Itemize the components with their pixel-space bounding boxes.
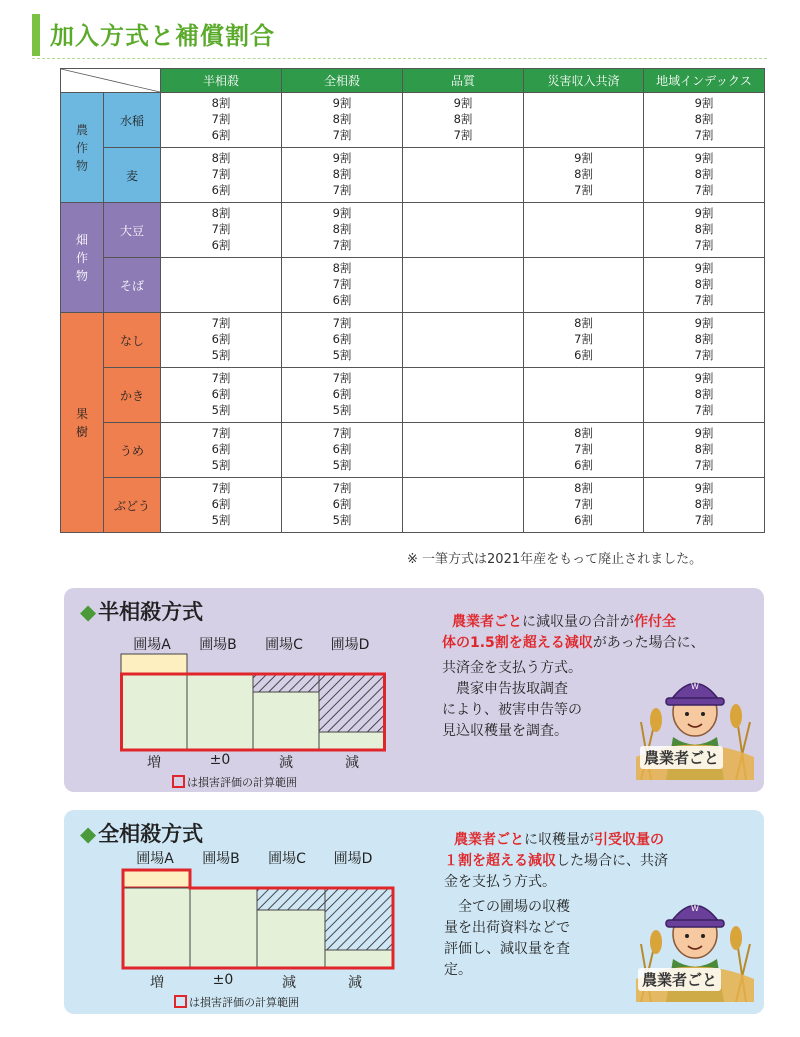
coverage-value: 8割 bbox=[694, 222, 714, 236]
coverage-cell bbox=[161, 313, 282, 368]
coverage-cell bbox=[403, 423, 524, 478]
field-c-bar bbox=[257, 910, 325, 968]
diamond-icon: ◆ bbox=[80, 600, 97, 624]
coverage-cell bbox=[524, 478, 644, 533]
coverage-value: 7割 bbox=[332, 238, 352, 252]
coverage-value: 8割 bbox=[694, 167, 714, 181]
field-a-bar-excess bbox=[123, 870, 190, 888]
coverage-value: 9割 bbox=[694, 261, 714, 275]
coverage-cell bbox=[282, 203, 403, 258]
coverage-cell bbox=[524, 423, 644, 478]
panel-title-text: 半相殺方式 bbox=[98, 600, 204, 624]
desc-text: に減収量の合計が bbox=[522, 614, 634, 630]
coverage-value: 6割 bbox=[332, 332, 352, 346]
title-divider bbox=[32, 58, 767, 59]
coverage-cell bbox=[403, 313, 524, 368]
coverage-value: 5割 bbox=[211, 403, 231, 417]
coverage-cell bbox=[644, 258, 765, 313]
desc-emphasis: 農業者ごと bbox=[454, 832, 524, 848]
outcome-label: 増 bbox=[147, 755, 161, 771]
coverage-cell bbox=[524, 148, 644, 203]
crop-group-label: 農 作 物 bbox=[61, 93, 104, 203]
coverage-value: 8割 bbox=[211, 206, 231, 220]
field-a-bar bbox=[121, 674, 187, 750]
table-row bbox=[61, 313, 765, 368]
coverage-value: 7割 bbox=[332, 371, 352, 385]
table-row bbox=[61, 478, 765, 533]
coverage-value: 8割 bbox=[211, 151, 231, 165]
column-header: 災害収入共済 bbox=[524, 69, 644, 93]
coverage-value: 9割 bbox=[574, 151, 593, 165]
coverage-value: 7割 bbox=[211, 112, 231, 126]
field-label: 圃場D bbox=[333, 851, 373, 867]
coverage-value: 7割 bbox=[332, 183, 352, 197]
coverage-value: 7割 bbox=[211, 426, 231, 440]
desc-text: 共済金を支払う方式。 bbox=[442, 660, 582, 676]
coverage-cell bbox=[644, 423, 765, 478]
field-label: 圃場B bbox=[199, 637, 237, 653]
coverage-cell bbox=[403, 258, 524, 313]
field-c-loss bbox=[257, 888, 325, 910]
coverage-cell bbox=[524, 93, 644, 148]
desc-text: 全ての圃場の収穫 bbox=[458, 899, 570, 915]
coverage-cell bbox=[644, 313, 765, 368]
desc-text: に収穫量が bbox=[524, 832, 594, 848]
field-b-bar bbox=[190, 888, 257, 968]
coverage-value: 7割 bbox=[694, 183, 714, 197]
table-row bbox=[61, 148, 765, 203]
coverage-value: 5割 bbox=[332, 348, 352, 362]
coverage-value: 6割 bbox=[332, 497, 352, 511]
coverage-cell bbox=[644, 478, 765, 533]
desc-text: 農家申告抜取調査 bbox=[456, 681, 568, 697]
coverage-value: 8割 bbox=[694, 497, 714, 511]
svg-text:W: W bbox=[691, 904, 699, 913]
field-label: 圃場C bbox=[265, 637, 303, 653]
crop-name: そば bbox=[104, 258, 161, 313]
coverage-value: 5割 bbox=[332, 403, 352, 417]
coverage-value: 7割 bbox=[694, 403, 714, 417]
table-row bbox=[61, 258, 765, 313]
field-d-bar bbox=[325, 950, 393, 968]
coverage-value: 6割 bbox=[211, 497, 231, 511]
outcome-label: 減 bbox=[282, 975, 296, 991]
coverage-value: 6割 bbox=[211, 238, 231, 252]
field-label: 圃場B bbox=[202, 851, 240, 867]
coverage-table bbox=[60, 68, 765, 533]
field-diagram bbox=[121, 868, 397, 972]
coverage-cell bbox=[644, 148, 765, 203]
field-d-bar bbox=[319, 732, 385, 750]
desc-emphasis: 体の1.5割を超える減収 bbox=[442, 635, 593, 651]
coverage-value: 9割 bbox=[694, 151, 714, 165]
field-d-loss bbox=[325, 888, 393, 950]
coverage-value: 8割 bbox=[574, 426, 593, 440]
field-c-loss bbox=[253, 674, 319, 692]
crop-group-label: 果 樹 bbox=[61, 313, 104, 533]
coverage-value: 8割 bbox=[453, 112, 473, 126]
crop-group-label: 畑 作 物 bbox=[61, 203, 104, 313]
column-header: 地域インデックス bbox=[644, 69, 765, 93]
coverage-value: 9割 bbox=[694, 426, 714, 440]
desc-text: 金を支払う方式。 bbox=[444, 874, 556, 890]
legend-text: は損害評価の計算範囲 bbox=[189, 996, 299, 1009]
crop-name: 水稲 bbox=[104, 93, 161, 148]
coverage-value: 5割 bbox=[332, 458, 352, 472]
half-offset-panel bbox=[64, 588, 764, 792]
outcome-labels bbox=[124, 972, 388, 992]
coverage-value: 7割 bbox=[211, 481, 231, 495]
coverage-cell bbox=[282, 258, 403, 313]
coverage-value: 5割 bbox=[332, 513, 352, 527]
field-label: 圃場A bbox=[136, 851, 174, 867]
desc-text: 量を出荷資料などで bbox=[444, 920, 570, 936]
coverage-value: 9割 bbox=[332, 206, 352, 220]
coverage-value: 6割 bbox=[211, 387, 231, 401]
coverage-value: 8割 bbox=[574, 316, 593, 330]
outcome-label: 減 bbox=[345, 755, 359, 771]
coverage-cell bbox=[161, 93, 282, 148]
field-c-bar bbox=[253, 692, 319, 750]
coverage-value: 9割 bbox=[694, 371, 714, 385]
coverage-cell bbox=[524, 203, 644, 258]
coverage-value: 8割 bbox=[694, 387, 714, 401]
legend bbox=[174, 994, 299, 1010]
coverage-cell bbox=[282, 313, 403, 368]
coverage-cell bbox=[403, 203, 524, 258]
coverage-value: 7割 bbox=[332, 128, 352, 142]
coverage-value: 9割 bbox=[332, 96, 352, 110]
coverage-value: 5割 bbox=[211, 458, 231, 472]
coverage-value: 7割 bbox=[453, 128, 473, 142]
column-header: 半相殺 bbox=[161, 69, 282, 93]
coverage-cell bbox=[282, 423, 403, 478]
coverage-value: 9割 bbox=[453, 96, 473, 110]
coverage-value: 7割 bbox=[574, 497, 593, 511]
coverage-value: 7割 bbox=[694, 238, 714, 252]
panel-title bbox=[80, 818, 203, 848]
desc-text: 定。 bbox=[444, 962, 472, 978]
coverage-value: 7割 bbox=[211, 371, 231, 385]
coverage-cell bbox=[644, 368, 765, 423]
field-labels bbox=[122, 848, 397, 868]
coverage-value: 6割 bbox=[574, 513, 593, 527]
coverage-value: 7割 bbox=[332, 426, 352, 440]
coverage-value: 8割 bbox=[211, 96, 231, 110]
coverage-cell bbox=[161, 203, 282, 258]
coverage-value: 5割 bbox=[211, 348, 231, 362]
coverage-value: 5割 bbox=[211, 513, 231, 527]
coverage-value: 8割 bbox=[332, 112, 352, 126]
coverage-cell bbox=[403, 368, 524, 423]
coverage-value: 6割 bbox=[332, 387, 352, 401]
coverage-cell bbox=[403, 93, 524, 148]
column-header: 品質 bbox=[403, 69, 524, 93]
desc-text: した場合に、共済 bbox=[556, 853, 668, 869]
table-header-row bbox=[61, 69, 765, 93]
coverage-value: 6割 bbox=[332, 442, 352, 456]
coverage-value: 8割 bbox=[694, 442, 714, 456]
coverage-value: 7割 bbox=[211, 222, 231, 236]
coverage-cell bbox=[524, 258, 644, 313]
coverage-value: 7割 bbox=[332, 277, 352, 291]
crop-name: かき bbox=[104, 368, 161, 423]
field-label: 圃場D bbox=[330, 637, 370, 653]
coverage-cell bbox=[403, 478, 524, 533]
coverage-value: 8割 bbox=[332, 261, 352, 275]
coverage-value: 8割 bbox=[332, 167, 352, 181]
coverage-value: 7割 bbox=[332, 316, 352, 330]
diamond-icon: ◆ bbox=[80, 822, 97, 846]
farmer-label: 農業者ごと bbox=[640, 746, 723, 769]
coverage-cell bbox=[161, 258, 282, 313]
table-row bbox=[61, 423, 765, 478]
table-row bbox=[61, 368, 765, 423]
panel-title bbox=[80, 596, 203, 626]
coverage-cell bbox=[282, 148, 403, 203]
coverage-value: 7割 bbox=[332, 481, 352, 495]
coverage-cell bbox=[524, 313, 644, 368]
field-d-loss bbox=[319, 674, 385, 732]
footnote: ※ 一筆方式は2021年産をもって廃止されました。 bbox=[407, 552, 703, 567]
coverage-value: 7割 bbox=[211, 167, 231, 181]
page-title: 加入方式と補償割合 bbox=[50, 22, 275, 50]
coverage-value: 7割 bbox=[694, 293, 714, 307]
coverage-value: 9割 bbox=[694, 481, 714, 495]
field-a-bar-excess bbox=[121, 654, 187, 674]
coverage-cell bbox=[161, 368, 282, 423]
desc-emphasis: １割を超える減収 bbox=[444, 853, 556, 869]
coverage-cell bbox=[524, 368, 644, 423]
coverage-value: 7割 bbox=[211, 316, 231, 330]
coverage-cell bbox=[282, 478, 403, 533]
field-label: 圃場A bbox=[133, 637, 171, 653]
field-b-bar bbox=[187, 674, 253, 750]
coverage-value: 7割 bbox=[574, 183, 593, 197]
desc-text: により、被害申告等の bbox=[442, 702, 582, 718]
desc-emphasis: 引受収量の bbox=[594, 832, 664, 848]
crop-name: 麦 bbox=[104, 148, 161, 203]
coverage-value: 8割 bbox=[694, 277, 714, 291]
field-labels bbox=[119, 634, 394, 654]
coverage-cell bbox=[161, 423, 282, 478]
coverage-value: 8割 bbox=[574, 481, 593, 495]
coverage-value: 8割 bbox=[332, 222, 352, 236]
coverage-cell bbox=[403, 148, 524, 203]
legend-box-icon bbox=[172, 775, 185, 788]
coverage-value: 9割 bbox=[694, 316, 714, 330]
column-header: 全相殺 bbox=[282, 69, 403, 93]
desc-emphasis: 作付全 bbox=[634, 614, 676, 630]
coverage-cell bbox=[644, 203, 765, 258]
table-corner bbox=[61, 69, 161, 93]
table-row bbox=[61, 203, 765, 258]
crop-name: ぶどう bbox=[104, 478, 161, 533]
desc-text: があった場合に、 bbox=[592, 635, 705, 651]
coverage-value: 9割 bbox=[694, 96, 714, 110]
outcome-label: 減 bbox=[348, 975, 362, 991]
crop-name: なし bbox=[104, 313, 161, 368]
coverage-value: 6割 bbox=[211, 183, 231, 197]
field-a-bar bbox=[123, 888, 190, 968]
title-accent-bar bbox=[32, 14, 40, 56]
coverage-value: 6割 bbox=[332, 293, 352, 307]
legend bbox=[172, 774, 297, 790]
desc-text: 評価し、減収量を査 bbox=[444, 941, 570, 957]
full-offset-panel bbox=[64, 810, 764, 1014]
coverage-value: 6割 bbox=[211, 332, 231, 346]
coverage-value: 6割 bbox=[211, 442, 231, 456]
coverage-value: 7割 bbox=[574, 442, 593, 456]
coverage-value: 8割 bbox=[694, 112, 714, 126]
svg-text:W: W bbox=[691, 682, 699, 691]
farmer-label: 農業者ごと bbox=[638, 968, 721, 991]
coverage-value: 6割 bbox=[211, 128, 231, 142]
panel-title-text: 全相殺方式 bbox=[98, 822, 204, 846]
outcome-label: 増 bbox=[150, 975, 164, 991]
legend-box-icon bbox=[174, 995, 187, 1008]
outcome-label: ±0 bbox=[212, 972, 234, 988]
desc-emphasis: 農業者ごと bbox=[452, 614, 522, 630]
outcome-label: ±0 bbox=[209, 752, 231, 768]
coverage-cell bbox=[282, 368, 403, 423]
coverage-value: 6割 bbox=[574, 348, 593, 362]
legend-text: は損害評価の計算範囲 bbox=[187, 776, 297, 789]
field-diagram bbox=[120, 652, 390, 752]
coverage-cell bbox=[161, 478, 282, 533]
crop-name: 大豆 bbox=[104, 203, 161, 258]
crop-name: うめ bbox=[104, 423, 161, 478]
coverage-cell bbox=[161, 148, 282, 203]
outcome-label: 減 bbox=[279, 755, 293, 771]
coverage-value: 9割 bbox=[694, 206, 714, 220]
coverage-value: 7割 bbox=[694, 513, 714, 527]
coverage-value: 7割 bbox=[694, 128, 714, 142]
coverage-cell bbox=[282, 93, 403, 148]
desc-text: 見込収穫量を調査。 bbox=[442, 723, 568, 739]
coverage-value: 8割 bbox=[574, 167, 593, 181]
outcome-labels bbox=[121, 752, 385, 772]
coverage-value: 7割 bbox=[694, 348, 714, 362]
coverage-value: 6割 bbox=[574, 458, 593, 472]
coverage-value: 7割 bbox=[694, 458, 714, 472]
coverage-cell bbox=[644, 93, 765, 148]
coverage-value: 9割 bbox=[332, 151, 352, 165]
table-row bbox=[61, 93, 765, 148]
field-label: 圃場C bbox=[268, 851, 306, 867]
coverage-value: 8割 bbox=[694, 332, 714, 346]
coverage-value: 7割 bbox=[574, 332, 593, 346]
